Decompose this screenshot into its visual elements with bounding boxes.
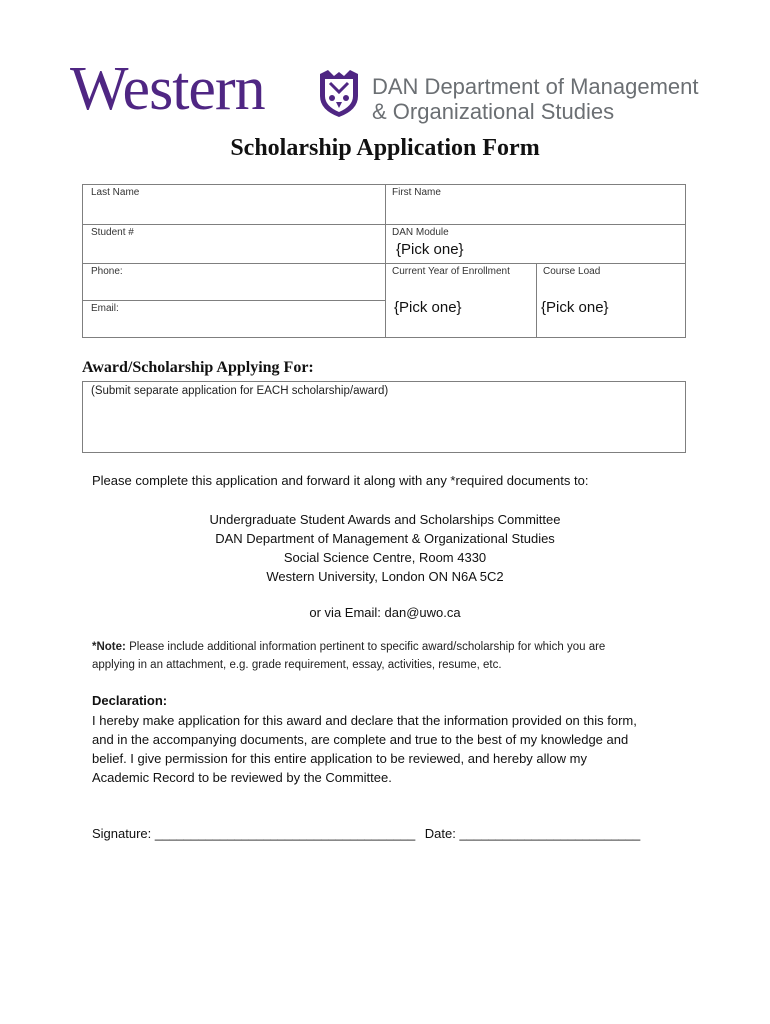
declaration-line-2: and in the accompanying documents, are complete and true to the best of my knowledge and: [92, 732, 629, 747]
shield-crest-icon: [318, 70, 360, 118]
note-text-line-1: Please include additional information pertinent to specific award/scholarship for which you are: [129, 641, 606, 653]
university-logo: [70, 55, 710, 128]
address-line-1: Undergraduate Student Awards and Scholarships Committee: [209, 512, 561, 527]
note-paragraph: [92, 641, 605, 653]
dan-module-value: {Pick one}: [396, 241, 464, 258]
mailing-address: [0, 510, 770, 586]
logo-wordmark: Western: [70, 55, 265, 123]
first-name-label: First Name: [392, 187, 441, 198]
email-contact-line: [0, 603, 770, 622]
course-load-label: Course Load: [543, 266, 601, 277]
current-year-value: {Pick one}: [394, 299, 462, 316]
form-title: Scholarship Application Form: [230, 135, 540, 161]
department-name: [372, 74, 699, 124]
instructions-text: Please complete this application and forward it along with any *required documents to:: [92, 473, 589, 488]
department-line-1: DAN Department of Management: [372, 74, 699, 99]
award-hint: (Submit separate application for EACH scholarship/award): [91, 385, 389, 397]
phone-label: Phone:: [91, 266, 123, 277]
address-line-3: Social Science Centre, Room 4330: [283, 550, 487, 565]
address-line-2: DAN Department of Management & Organizational Studies: [215, 531, 555, 546]
current-year-label: Current Year of Enrollment: [392, 266, 510, 277]
declaration-line-1: I hereby make application for this award and declare that the information provided on this form,: [92, 713, 637, 728]
dan-module-label: DAN Module: [392, 227, 449, 238]
signature-label: Signature:: [92, 826, 152, 841]
note-label: *Note:: [92, 641, 126, 653]
signature-row: [92, 826, 640, 841]
email-label: Email:: [91, 303, 119, 314]
award-section-title: Award/Scholarship Applying For:: [82, 359, 314, 376]
phone-field[interactable]: [82, 263, 386, 301]
date-label: Date:: [424, 826, 456, 841]
note-text-line-2: applying in an attachment, e.g. grade requirement, essay, activities, resume, etc.: [92, 659, 502, 671]
date-line[interactable]: _________________________: [459, 826, 641, 841]
department-line-2: & Organizational Studies: [372, 99, 615, 124]
signature-line[interactable]: ____________________________________: [154, 826, 416, 841]
declaration-heading: Declaration:: [92, 693, 168, 708]
declaration-line-4: Academic Record to be reviewed by the Committee.: [92, 770, 392, 785]
last-name-label: Last Name: [91, 187, 140, 198]
address-line-4: Western University, London ON N6A 5C2: [266, 569, 504, 584]
course-load-value: {Pick one}: [541, 299, 609, 316]
email-contact-text: or via Email: dan@uwo.ca: [309, 605, 461, 620]
email-field[interactable]: [82, 300, 386, 338]
declaration-line-3: belief. I give permission for this entire application to be reviewed, and hereby allow my: [92, 751, 587, 766]
student-number-label: Student #: [91, 227, 134, 238]
